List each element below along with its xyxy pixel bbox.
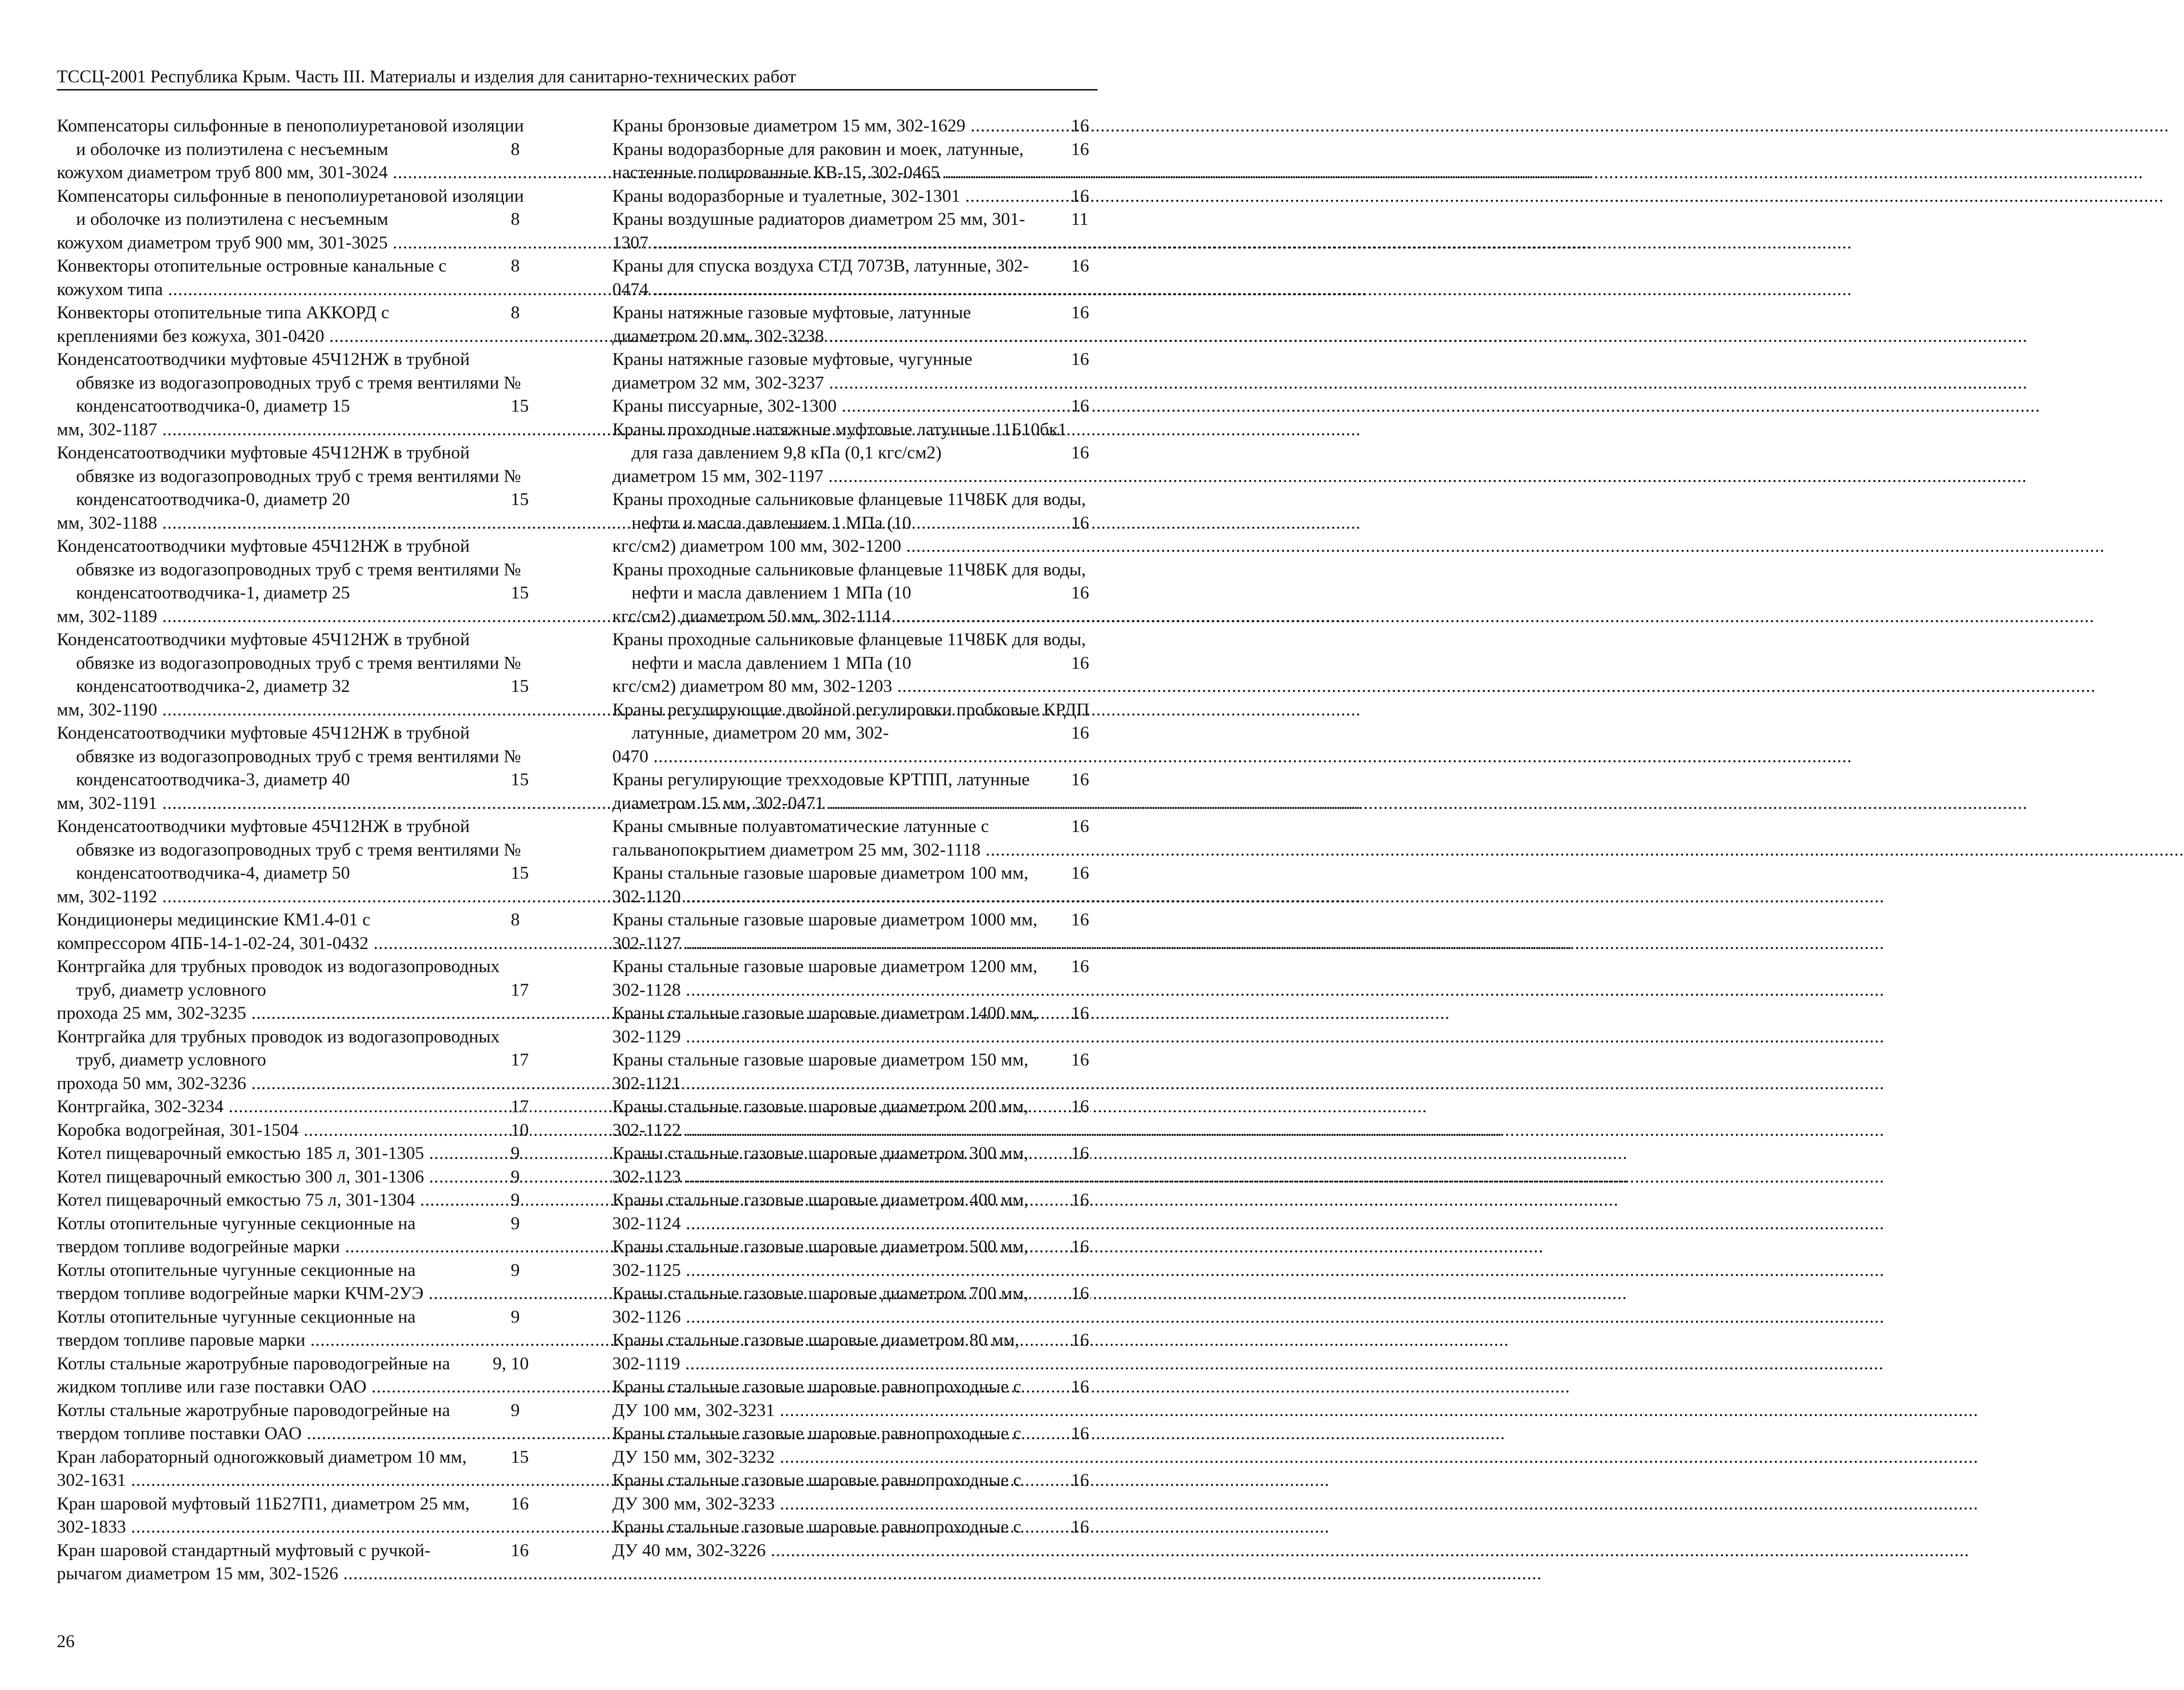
index-entry-text: Краны стальные газовые шаровые диаметром 100 мм, bbox=[612, 863, 1029, 883]
index-entry-text: Краны проходные сальниковые фланцевые 11Ч8БК для воды, нефти и масла давлением 1 МПа (10 bbox=[612, 490, 1086, 533]
index-entry bbox=[612, 1235, 1090, 1282]
index-entry-page: 16 bbox=[1088, 722, 1090, 745]
index-entry-reference: 302-1631 ..... bbox=[76, 1469, 530, 1493]
index-entry-reference: твердом топливе водогрейные марки ..... bbox=[76, 1235, 530, 1259]
index-entry-page: 16 bbox=[1088, 395, 1090, 418]
index-entry bbox=[612, 1282, 1090, 1329]
index-entry bbox=[612, 559, 1090, 629]
index-entry-text: Краны воздушные радиаторов диаметром 25 мм, 301- bbox=[612, 209, 1025, 229]
index-entry bbox=[612, 395, 1090, 418]
index-entry bbox=[57, 1259, 530, 1306]
index-entry-page: 8 bbox=[528, 301, 530, 325]
index-column-right bbox=[612, 115, 1090, 1562]
index-entry-reference: Котел пищеварочный емкостью 300 л, 301-1306 ..... bbox=[76, 1166, 530, 1189]
index-entry-text: Краны стальные газовые шаровые диаметром 80 мм, bbox=[612, 1330, 1020, 1350]
index-entry-page: 16 bbox=[1088, 909, 1090, 932]
index-entry-page: 16 bbox=[1088, 115, 1090, 138]
index-entry-reference: прохода 50 мм, 302-3236 ..... bbox=[76, 1072, 530, 1096]
index-entry-text: Конденсатоотводчики муфтовые 45Ч12НЖ в трубной обвязке из водогазопроводных труб с тремя вентилями № конденсатоотводчика-0, диаметр 15 bbox=[57, 350, 521, 416]
index-entry-page: 16 bbox=[1088, 255, 1090, 278]
index-entry bbox=[612, 255, 1090, 301]
index-entry-text: Краны проходные сальниковые фланцевые 11Ч8БК для воды, нефти и масла давлением 1 МПа (10 bbox=[612, 630, 1086, 673]
index-entry-reference: Краны бронзовые диаметром 15 мм, 302-1629 ..... bbox=[632, 115, 1090, 138]
index-entry-reference: 302-1129 ..... bbox=[632, 1026, 1090, 1049]
index-entry-reference: кгс/см2) диаметром 100 мм, 302-1200 ..... bbox=[632, 535, 1090, 559]
index-entry bbox=[57, 1446, 530, 1493]
index-entry-reference: 302-1120 ..... bbox=[632, 885, 1090, 909]
index-entry-page: 16 bbox=[1088, 512, 1090, 535]
index-entry-reference: Краны писсуарные, 302-1300 ..... bbox=[632, 395, 1090, 418]
index-entry bbox=[612, 1516, 1090, 1562]
index-entry-reference: Коробка водогрейная, 301-1504 ..... bbox=[76, 1119, 530, 1143]
index-entry-reference: Котел пищеварочный емкостью 185 л, 301-1305 ..... bbox=[76, 1142, 530, 1166]
header-rule bbox=[57, 89, 1098, 91]
index-entry-page: 16 bbox=[1088, 1516, 1090, 1539]
index-entry-page: 16 bbox=[1088, 1376, 1090, 1399]
index-entry-reference: мм, 302-1191 ..... bbox=[76, 792, 530, 816]
index-entry bbox=[612, 1469, 1090, 1516]
index-entry bbox=[57, 1399, 530, 1446]
index-entry-text: Краны регулирующие трехходовые КРТПП, латунные bbox=[612, 770, 1030, 790]
index-entry-reference: ДУ 300 мм, 302-3233 ..... bbox=[632, 1493, 1090, 1516]
index-entry bbox=[57, 535, 530, 628]
index-entry-reference: гальванопокрытием диаметром 25 мм, 302-1118 ..... bbox=[632, 839, 1090, 862]
index-entry-reference: 302-1833 ..... bbox=[76, 1516, 530, 1539]
index-entry bbox=[612, 115, 1090, 138]
index-entry bbox=[612, 628, 1090, 699]
index-entry-page: 16 bbox=[1088, 1189, 1090, 1212]
index-entry-reference: 302-1127 ..... bbox=[632, 932, 1090, 956]
index-entry bbox=[57, 1306, 530, 1352]
index-entry-reference: диаметром 32 мм, 302-3237 ..... bbox=[632, 372, 1090, 395]
index-column-left bbox=[57, 115, 530, 1586]
index-entry bbox=[612, 185, 1090, 208]
index-entry-reference: твердом топливе паровые марки ..... bbox=[76, 1329, 530, 1352]
index-entry-text: Конденсатоотводчики муфтовые 45Ч12НЖ в трубной обвязке из водогазопроводных труб с тремя вентилями № конденсатоотводчика-2, диаметр 32 bbox=[57, 630, 521, 696]
index-entry-reference: 302-1119 ..... bbox=[632, 1352, 1090, 1376]
index-entry-text: Краны проходные натяжные муфтовые латунные 11Б10бк1 для газа давлением 9,8 кПа (0,1 кгс/см2) bbox=[612, 419, 1067, 463]
index-entry-text: Краны стальные газовые шаровые равнопроходные с bbox=[612, 1424, 1021, 1443]
index-entry-text: Краны стальные газовые шаровые диаметром 1200 мм, bbox=[612, 957, 1037, 976]
index-entry-text: Краны проходные сальниковые фланцевые 11Ч8БК для воды, нефти и масла давлением 1 МПа (10 bbox=[612, 559, 1086, 603]
index-entry-text: Краны стальные газовые шаровые диаметром 200 мм, bbox=[612, 1097, 1029, 1117]
index-entry-reference: 302-1122 ..... bbox=[632, 1119, 1090, 1143]
index-entry-page: 16 bbox=[1088, 1235, 1090, 1259]
index-entry bbox=[612, 1376, 1090, 1422]
index-entry-reference: 302-1126 ..... bbox=[632, 1306, 1090, 1329]
index-entry bbox=[57, 955, 530, 1026]
index-entry-text: Краны натяжные газовые муфтовые, латунные bbox=[612, 303, 971, 323]
index-entry-text: Краны стальные газовые шаровые диаметром 500 мм, bbox=[612, 1237, 1029, 1257]
index-entry bbox=[57, 1539, 530, 1586]
index-entry-page: 16 bbox=[1088, 582, 1090, 605]
index-entry bbox=[57, 722, 530, 815]
index-entry-text: Котлы стальные жаротрубные пароводогрейные на bbox=[57, 1353, 450, 1374]
index-entry-text: Краны смывные полуавтоматические латунные с bbox=[612, 817, 989, 836]
index-entry-text: Краны стальные газовые шаровые диаметром 1000 мм, bbox=[612, 910, 1037, 930]
index-entry-page: 8 bbox=[528, 138, 530, 162]
index-entry-text: Компенсаторы сильфонные в пенополиуретановой изоляции и оболочке из полиэтилена с несъемным bbox=[57, 116, 524, 159]
index-entry-reference: Контргайка, 302-3234 ..... bbox=[76, 1095, 530, 1119]
index-entry-text: Краны для спуска воздуха СТД 7073В, латунные, 302- bbox=[612, 256, 1029, 276]
index-entry-reference: 302-1123 ..... bbox=[632, 1166, 1090, 1189]
index-entry-reference: 0474 ..... bbox=[632, 278, 1090, 302]
index-entry-reference: кожухом диаметром труб 900 мм, 301-3025 ..... bbox=[76, 232, 530, 255]
index-entry-reference: твердом топливе поставки ОАО ..... bbox=[76, 1422, 530, 1446]
index-entry-page: 16 bbox=[1088, 185, 1090, 208]
index-entry-page: 16 bbox=[1088, 652, 1090, 676]
index-entry bbox=[57, 815, 530, 909]
index-entry bbox=[612, 1002, 1090, 1049]
index-entry bbox=[612, 301, 1090, 348]
index-entry-page: 9 bbox=[528, 1212, 530, 1236]
index-entry-page: 17 bbox=[528, 1049, 530, 1072]
index-entry bbox=[612, 1422, 1090, 1469]
index-entry-text: Котлы отопительные чугунные секционные на bbox=[57, 1213, 416, 1234]
index-entry bbox=[57, 301, 530, 348]
index-entry-page: 15 bbox=[528, 395, 530, 418]
index-entry-text: Краны стальные газовые шаровые диаметром 150 мм, bbox=[612, 1050, 1029, 1070]
index-entry bbox=[612, 909, 1090, 955]
index-entry-reference: мм, 302-1187 ..... bbox=[76, 418, 530, 442]
index-entry bbox=[57, 1166, 530, 1189]
index-entry-reference: ДУ 40 мм, 302-3226 ..... bbox=[632, 1539, 1090, 1563]
index-entry-reference: кгс/см2) диаметром 80 мм, 302-1203 ..... bbox=[632, 675, 1090, 699]
index-entry bbox=[612, 208, 1090, 255]
index-entry bbox=[612, 1329, 1090, 1376]
index-entry bbox=[57, 1493, 530, 1539]
index-entry-page: 17 bbox=[528, 979, 530, 1002]
index-entry-page: 8 bbox=[528, 255, 530, 278]
index-entry-reference: 1307 ..... bbox=[632, 232, 1090, 255]
index-entry bbox=[57, 1026, 530, 1096]
index-entry-page: 15 bbox=[528, 768, 530, 792]
index-entry-text: Краны стальные газовые шаровые равнопроходные с bbox=[612, 1377, 1021, 1397]
index-entry-page: 9 bbox=[528, 1189, 530, 1212]
index-entry-text: Краны регулирующие двойной регулировки пробковые КРДП латунные, диаметром 20 мм, 302- bbox=[612, 700, 1090, 743]
index-entry-page: 16 bbox=[1088, 1329, 1090, 1352]
index-entry-page: 8 bbox=[528, 909, 530, 932]
index-entry bbox=[612, 1049, 1090, 1095]
index-entry-text: Краны стальные газовые шаровые диаметром 400 мм, bbox=[612, 1190, 1029, 1210]
index-entry-text: Контргайка для трубных проводок из водогазопроводных труб, диаметр условного bbox=[57, 1027, 500, 1070]
index-entry-page: 16 bbox=[1088, 1002, 1090, 1026]
index-entry-text: Контргайка для трубных проводок из водогазопроводных труб, диаметр условного bbox=[57, 957, 500, 1000]
index-entry-page: 9 bbox=[528, 1166, 530, 1189]
index-entry-page: 16 bbox=[1088, 348, 1090, 372]
index-entry-text: Конденсатоотводчики муфтовые 45Ч12НЖ в трубной обвязке из водогазопроводных труб с тремя вентилями № конденсатоотводчика-1, диаметр 25 bbox=[57, 536, 521, 603]
index-entry-text: Краны стальные газовые шаровые диаметром 700 мм, bbox=[612, 1284, 1029, 1303]
index-entry-page: 16 bbox=[1088, 442, 1090, 465]
index-entry-reference: 302-1125 ..... bbox=[632, 1259, 1090, 1283]
index-entry bbox=[57, 909, 530, 955]
index-entry-text: Конденсатоотводчики муфтовые 45Ч12НЖ в трубной обвязке из водогазопроводных труб с тремя вентилями № конденсатоотводчика-4, диаметр 50 bbox=[57, 817, 521, 883]
index-entry-page: 16 bbox=[1088, 1282, 1090, 1306]
index-entry-text: Котлы стальные жаротрубные пароводогрейные на bbox=[57, 1400, 450, 1420]
index-entry-reference: мм, 302-1190 ..... bbox=[76, 699, 530, 722]
index-entry bbox=[612, 138, 1090, 185]
index-entry-page: 16 bbox=[1088, 862, 1090, 885]
index-entry-text: Краны стальные газовые шаровые диаметром 300 мм, bbox=[612, 1144, 1029, 1163]
index-entry-page: 16 bbox=[1088, 301, 1090, 325]
index-entry bbox=[57, 1095, 530, 1119]
index-entry-text: Кран шаровой стандартный муфтовый с ручкой- bbox=[57, 1540, 431, 1560]
index-entry-page: 9 bbox=[528, 1142, 530, 1166]
index-entry-reference: твердом топливе водогрейные марки КЧМ-2УЭ ..... bbox=[76, 1282, 530, 1306]
index-entry-page: 9 bbox=[528, 1259, 530, 1283]
index-entry-page: 9 bbox=[528, 1306, 530, 1329]
index-entry-text: Кондиционеры медицинские КМ1.4-01 с bbox=[57, 910, 371, 930]
index-entry-text: Котлы отопительные чугунные секционные на bbox=[57, 1260, 416, 1280]
index-entry-page: 15 bbox=[528, 488, 530, 512]
index-entry-reference: 302-1128 ..... bbox=[632, 979, 1090, 1002]
index-entry-text: Краны водоразборные для раковин и моек, латунные, bbox=[612, 139, 1024, 159]
index-entry-page: 15 bbox=[528, 582, 530, 605]
index-entry-reference: мм, 302-1188 ..... bbox=[76, 512, 530, 535]
index-entry-reference: Краны водоразборные и туалетные, 302-1301 ..... bbox=[632, 185, 1090, 208]
index-entry bbox=[57, 628, 530, 722]
index-entry-reference: 302-1121 ..... bbox=[632, 1072, 1090, 1096]
index-entry bbox=[57, 1212, 530, 1259]
index-entry-reference: ДУ 150 мм, 302-3232 ..... bbox=[632, 1446, 1090, 1469]
index-entry-text: Краны стальные газовые шаровые равнопроходные с bbox=[612, 1517, 1021, 1537]
index-entry-text: Кран лабораторный одноrожковый диаметром 10 мм, bbox=[57, 1447, 467, 1467]
index-entry-reference: 0470 ..... bbox=[632, 745, 1090, 769]
index-entry bbox=[612, 1189, 1090, 1235]
index-entry-text: Конденсатоотводчики муфтовые 45Ч12НЖ в трубной обвязке из водогазопроводных труб с тремя вентилями № конденсатоотводчика-0, диаметр 20 bbox=[57, 443, 521, 509]
index-entry-reference: диаметром 20 мм, 302-3238 ..... bbox=[632, 325, 1090, 349]
index-entry bbox=[612, 862, 1090, 909]
index-entry bbox=[57, 115, 530, 185]
index-entry-reference: прохода 25 мм, 302-3235 ..... bbox=[76, 1002, 530, 1026]
index-entry-page: 16 bbox=[1088, 815, 1090, 839]
index-entry-page: 16 bbox=[1088, 1095, 1090, 1119]
index-entry-page: 16 bbox=[1088, 1049, 1090, 1072]
index-entry-reference: Котел пищеварочный емкостью 75 л, 301-1304 ..... bbox=[76, 1189, 530, 1212]
index-entry-reference: креплениями без кожуха, 301-0420 ..... bbox=[76, 325, 530, 349]
index-entry-page: 16 bbox=[1088, 1142, 1090, 1166]
index-entry-page: 10 bbox=[528, 1119, 530, 1143]
index-entry bbox=[612, 1095, 1090, 1142]
index-entry-page: 8 bbox=[528, 208, 530, 232]
index-entry-page: 15 bbox=[528, 1446, 530, 1469]
index-entry-text: Конвекторы отопительные типа АККОРД с bbox=[57, 303, 389, 323]
index-entry bbox=[57, 442, 530, 535]
index-entry-reference: жидком топливе или газе поставки ОАО ..... bbox=[76, 1376, 530, 1399]
index-entry bbox=[57, 1142, 530, 1166]
index-entry bbox=[57, 185, 530, 255]
index-entry-text: Краны стальные газовые шаровые диаметром 1400 мм, bbox=[612, 1003, 1037, 1023]
index-entry-text: Конденсатоотводчики муфтовые 45Ч12НЖ в трубной обвязке из водогазопроводных труб с тремя вентилями № конденсатоотводчика-3, диаметр 40 bbox=[57, 723, 521, 790]
index-entry-text: Котлы отопительные чугунные секционные на bbox=[57, 1307, 416, 1327]
index-entry-text: Кран шаровой муфтовый 11Б27П1, диаметром 25 мм, bbox=[57, 1494, 470, 1514]
index-entry bbox=[612, 418, 1090, 489]
index-entry-page: 16 bbox=[528, 1493, 530, 1516]
index-entry-text: Краны натяжные газовые муфтовые, чугунные bbox=[612, 350, 972, 369]
index-entry-reference: мм, 302-1189 ..... bbox=[76, 605, 530, 629]
page-number: 26 bbox=[57, 1632, 75, 1651]
index-entry-page: 16 bbox=[1088, 1469, 1090, 1493]
index-entry-reference: кожухом диаметром труб 800 мм, 301-3024 ..... bbox=[76, 161, 530, 185]
index-entry-text: Компенсаторы сильфонные в пенополиуретановой изоляции и оболочке из полиэтилена с несъемным bbox=[57, 186, 524, 229]
index-entry-reference: диаметром 15 мм, 302-0471 ..... bbox=[632, 792, 1090, 816]
index-entry-reference: настенные полированные КВ-15, 302-0465 ..... bbox=[632, 161, 1090, 185]
index-entry-page: 15 bbox=[528, 862, 530, 885]
index-entry bbox=[57, 1119, 530, 1143]
index-entry bbox=[612, 699, 1090, 769]
index-entry bbox=[57, 1352, 530, 1399]
index-entry-page: 15 bbox=[528, 675, 530, 699]
index-entry-text: Краны стальные газовые шаровые равнопроходные с bbox=[612, 1470, 1021, 1490]
index-entry-page: 16 bbox=[1088, 955, 1090, 979]
index-entry-text: Конвекторы отопительные островные канальные с bbox=[57, 256, 447, 276]
index-entry bbox=[612, 1142, 1090, 1189]
index-entry bbox=[612, 955, 1090, 1002]
index-entry-page: 9 bbox=[528, 1399, 530, 1423]
index-entry-page: 11 bbox=[1088, 208, 1090, 232]
index-entry-reference: кгс/см2) диаметром 50 мм, 302-1114 ..... bbox=[632, 605, 1090, 629]
index-entry bbox=[612, 815, 1090, 862]
index-entry bbox=[612, 488, 1090, 559]
index-entry-page: 16 bbox=[1088, 1422, 1090, 1446]
index-entry-page: 16 bbox=[1088, 138, 1090, 162]
index-entry-page: 16 bbox=[528, 1539, 530, 1563]
index-entry-reference: 302-1124 ..... bbox=[632, 1212, 1090, 1236]
index-entry-reference: диаметром 15 мм, 302-1197 ..... bbox=[632, 465, 1090, 489]
index-entry bbox=[612, 768, 1090, 815]
index-entry-reference: рычагом диаметром 15 мм, 302-1526 ..... bbox=[76, 1562, 530, 1586]
index-entry bbox=[57, 1189, 530, 1212]
running-header: ТССЦ-2001 Республика Крым. Часть III. Материалы и изделия для санитарно-технических работ bbox=[57, 67, 796, 87]
index-entry-reference: ДУ 100 мм, 302-3231 ..... bbox=[632, 1399, 1090, 1423]
index-entry-page: 17 bbox=[528, 1095, 530, 1119]
index-entry-reference: кожухом типа ..... bbox=[76, 278, 530, 302]
index-entry-page: 16 bbox=[1088, 768, 1090, 792]
index-entry bbox=[57, 348, 530, 442]
index-entry-page: 9, 10 bbox=[510, 1352, 530, 1376]
index-entry-reference: мм, 302-1192 ..... bbox=[76, 885, 530, 909]
index-entry-reference: компрессором 4ПБ-14-1-02-24, 301-0432 ..... bbox=[76, 932, 530, 956]
index-entry bbox=[57, 255, 530, 301]
index-entry bbox=[612, 348, 1090, 395]
